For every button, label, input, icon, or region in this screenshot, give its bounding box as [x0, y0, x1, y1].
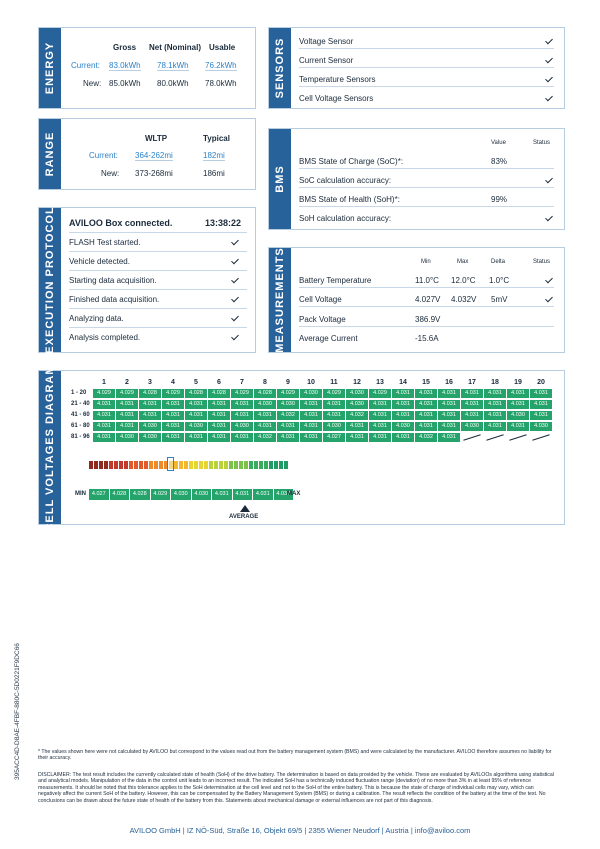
cell-voltage: 4.031 — [93, 422, 115, 431]
bms-tab: BMS — [269, 129, 291, 229]
energy-tab: ENERGY — [39, 28, 61, 108]
cell-column-number: 1 — [102, 379, 106, 386]
meas-temp-max: 12.0°C — [451, 276, 476, 285]
cell-voltage: 4.031 — [438, 411, 460, 420]
empty-cell-slash — [509, 434, 526, 441]
energy-panel — [38, 27, 256, 109]
cell-voltage: 4.030 — [530, 422, 552, 431]
cell-voltage: 4.030 — [231, 422, 253, 431]
scale-max-label: MAX — [287, 491, 301, 497]
gradient-segment — [94, 461, 98, 469]
bms-header-status: Status — [533, 140, 551, 146]
cell-voltage: 4.031 — [254, 411, 276, 420]
gradient-segment — [114, 461, 118, 469]
cell-voltage: 4.031 — [346, 422, 368, 431]
gradient-segment — [239, 461, 243, 469]
cell-voltage: 4.031 — [507, 389, 529, 398]
gradient-segment — [284, 461, 288, 469]
cell-row-label: 41 - 60 — [71, 412, 90, 418]
gradient-segment — [274, 461, 278, 469]
range-tab: RANGE — [39, 119, 61, 189]
energy-new-net: 80.0kWh — [157, 79, 189, 88]
cell-column-number: 13 — [376, 379, 384, 386]
cell-voltage: 4.031 — [139, 411, 161, 420]
cell-voltage: 4.031 — [484, 389, 506, 398]
range-current-typical: 182mi — [203, 151, 225, 160]
gradient-segment — [199, 461, 203, 469]
cell-voltage: 4.031 — [415, 400, 437, 409]
cell-voltage: 4.031 — [185, 400, 207, 409]
cell-voltage: 4.030 — [461, 422, 483, 431]
energy-current-label: Current: — [71, 61, 100, 70]
cell-voltage: 4.029 — [277, 389, 299, 398]
cell-voltage: 4.031 — [231, 400, 253, 409]
energy-header-usable: Usable — [209, 43, 236, 52]
check-icon — [231, 333, 239, 341]
scale-value: 4.029 — [151, 489, 171, 500]
cell-voltage: 4.031 — [461, 411, 483, 420]
cell-voltage: 4.031 — [208, 411, 230, 420]
cell-voltage: 4.031 — [369, 411, 391, 420]
cell-voltage: 4.030 — [346, 400, 368, 409]
gradient-marker — [167, 457, 174, 471]
gradient-segment — [264, 461, 268, 469]
cell-column-number: 4 — [171, 379, 175, 386]
cell-voltage: 4.031 — [208, 433, 230, 442]
gradient-segment — [229, 461, 233, 469]
cell-voltage: 4.031 — [507, 400, 529, 409]
protocol-panel — [38, 207, 256, 353]
energy-new-usable: 78.0kWh — [205, 79, 237, 88]
gradient-segment — [189, 461, 193, 469]
cell-column-number: 20 — [537, 379, 545, 386]
cell-voltage: 4.031 — [530, 411, 552, 420]
protocol-step: Starting data acquisition. — [69, 276, 157, 285]
check-icon — [545, 37, 553, 45]
cell-voltage: 4.031 — [461, 400, 483, 409]
cell-voltage: 4.030 — [139, 422, 161, 431]
cell-voltage: 4.031 — [208, 400, 230, 409]
cell-voltage: 4.031 — [208, 422, 230, 431]
check-icon — [231, 314, 239, 322]
gradient-segment — [149, 461, 153, 469]
cell-voltage: 4.029 — [116, 389, 138, 398]
meas-cell-delta: 5mV — [491, 295, 508, 304]
sensor-temperature: Temperature Sensors — [299, 75, 376, 84]
scale-value: 4.030 — [192, 489, 212, 500]
cell-voltage: 4.031 — [231, 411, 253, 420]
energy-current-net: 78.1kWh — [157, 61, 189, 70]
cell-voltage: 4.029 — [162, 389, 184, 398]
gradient-segment — [224, 461, 228, 469]
gradient-segment — [209, 461, 213, 469]
gradient-segment — [174, 461, 178, 469]
disclaimer: DISCLAIMER: The test result includes the currently calculated state of health (SoH) of the drive battery. The determination is based on data provided by the vehicle. These are evaluated by AVILOOs algorithms using statistical and analytical models. Manipulation of the data in the control unit leads to an incorrect result. The indicated SoH has a technically induced fluctuation range (deviation) of no more than 3% in at least 95% of reference measurements. It should be noted that this tolerance applies to the SoH determination at the cell level and not to the SoH of the entire battery. This is because the state of charge of individual cells may vary, which can negatively affect the current SoH of the battery. However, this can be compensated by the Battery Management System (BMS) or during a calibration. The result reflects the condition of the battery at the time of the test. No conclusions can be drawn about the future state of health of the battery from this. Statements about mechanical damage or external influences are not part of this diagnosis. — [38, 772, 554, 804]
cell-voltage: 4.031 — [438, 433, 460, 442]
check-icon — [545, 56, 553, 64]
cell-row-label: 61 - 80 — [71, 423, 90, 429]
cell-voltage: 4.031 — [300, 433, 322, 442]
measurements-tab: MEASUREMENTS — [269, 248, 291, 352]
sensor-voltage: Voltage Sensor — [299, 37, 354, 46]
sensor-current: Current Sensor — [299, 56, 354, 65]
gradient-segment — [254, 461, 258, 469]
cell-voltage: 4.027 — [323, 433, 345, 442]
protocol-step: FLASH Test started. — [69, 238, 141, 247]
meas-cell-max: 4.032V — [451, 295, 477, 304]
cell-column-number: 2 — [125, 379, 129, 386]
meas-pack-label: Pack Voltage — [299, 315, 346, 324]
cell-voltage: 4.031 — [415, 422, 437, 431]
gradient-segment — [244, 461, 248, 469]
cell-column-number: 19 — [514, 379, 522, 386]
cell-voltage: 4.028 — [254, 389, 276, 398]
energy-current-gross: 83.0kWh — [109, 61, 141, 70]
cell-voltage: 4.030 — [323, 422, 345, 431]
energy-new-label: New: — [83, 79, 102, 88]
measurements-panel — [268, 247, 565, 353]
sensor-cell-voltage: Cell Voltage Sensors — [299, 94, 374, 103]
empty-cell-slash — [486, 434, 503, 441]
cell-voltage: 4.031 — [162, 411, 184, 420]
cell-voltage: 4.031 — [438, 422, 460, 431]
gradient-segment — [194, 461, 198, 469]
cell-voltage: 4.031 — [415, 411, 437, 420]
cell-voltage: 4.031 — [484, 400, 506, 409]
empty-cell-slash — [463, 434, 480, 441]
footnote: * The values shown here were not calculated by AVILOO but correspond to the values read out from the battery management system (BMS) and were calculated by the manufacturer. AVILOO therefore assumes no liability for their accuracy. — [38, 749, 552, 762]
cell-voltage: 4.031 — [484, 422, 506, 431]
cell-voltage: 4.030 — [116, 433, 138, 442]
check-icon — [231, 295, 239, 303]
cell-voltage: 4.028 — [139, 389, 161, 398]
bms-soh-accuracy-label: SoH calculation accuracy: — [299, 214, 392, 223]
cell-column-number: 18 — [491, 379, 499, 386]
cell-voltage: 4.031 — [277, 433, 299, 442]
cell-column-number: 11 — [330, 379, 338, 386]
gradient-segment — [184, 461, 188, 469]
gradient-segment — [154, 461, 158, 469]
range-panel — [38, 118, 256, 190]
cell-voltage: 4.031 — [116, 422, 138, 431]
energy-header-gross: Gross — [113, 43, 137, 52]
cell-voltage: 4.030 — [507, 411, 529, 420]
empty-cell-slash — [532, 434, 549, 441]
gradient-segment — [124, 461, 128, 469]
cell-voltages-panel — [38, 363, 565, 532]
scale-value: 4.031 — [253, 489, 273, 500]
cell-voltage: 4.032 — [254, 433, 276, 442]
cell-voltage: 4.030 — [277, 400, 299, 409]
cell-voltage: 4.031 — [369, 422, 391, 431]
energy-header-net: Net (Nominal) — [149, 43, 201, 52]
cell-voltage: 4.031 — [461, 389, 483, 398]
cell-voltage: 4.031 — [93, 433, 115, 442]
cell-voltage: 4.031 — [392, 389, 414, 398]
cell-voltage: 4.031 — [392, 411, 414, 420]
cell-voltage: 4.031 — [162, 400, 184, 409]
cell-column-number: 10 — [307, 379, 315, 386]
cell-voltage: 4.031 — [185, 411, 207, 420]
bms-soc-accuracy-label: SoC calculation accuracy: — [299, 176, 392, 185]
cell-column-number: 8 — [263, 379, 267, 386]
cell-voltage: 4.029 — [369, 389, 391, 398]
cell-voltage: 4.031 — [300, 411, 322, 420]
meas-header-max: Max — [457, 259, 469, 265]
company-address: AVILOO GmbH | IZ NÖ-Süd, Straße 16, Objekt 69/5 | 2355 Wiener Neudorf | Austria | info@aviloo.com — [129, 826, 471, 835]
scale-value: 4.032 — [274, 489, 294, 500]
gradient-segment — [109, 461, 113, 469]
gradient-segment — [219, 461, 223, 469]
gradient-segment — [134, 461, 138, 469]
cell-column-number: 5 — [194, 379, 198, 386]
cell-voltage: 4.031 — [392, 433, 414, 442]
check-icon — [231, 276, 239, 284]
gradient-segment — [144, 461, 148, 469]
cell-voltage: 4.031 — [369, 400, 391, 409]
protocol-step: Analyzing data. — [69, 314, 124, 323]
average-label: AVERAGE — [229, 514, 259, 520]
gradient-segment — [249, 461, 253, 469]
cell-column-number: 3 — [148, 379, 152, 386]
range-current-label: Current: — [89, 151, 118, 160]
range-new-label: New: — [101, 169, 120, 178]
cell-voltage: 4.031 — [323, 411, 345, 420]
cell-voltage: 4.031 — [530, 400, 552, 409]
check-icon — [231, 238, 239, 246]
cell-voltage: 4.032 — [415, 433, 437, 442]
cell-voltage: 4.031 — [346, 433, 368, 442]
bms-panel — [268, 128, 565, 230]
protocol-title: AVILOO Box connected. — [69, 218, 173, 228]
gradient-segment — [279, 461, 283, 469]
cell-voltage: 4.030 — [185, 422, 207, 431]
cell-column-number: 9 — [286, 379, 290, 386]
scale-min-label: MIN — [75, 491, 86, 497]
gradient-segment — [99, 461, 103, 469]
scale-value: 4.030 — [171, 489, 191, 500]
bms-soc-value: 83% — [491, 157, 508, 166]
cell-voltage: 4.030 — [346, 389, 368, 398]
protocol-step: Analysis completed. — [69, 333, 141, 342]
gradient-segment — [234, 461, 238, 469]
cell-voltage: 4.031 — [162, 422, 184, 431]
cell-voltage: 4.030 — [392, 422, 414, 431]
protocol-time: 13:38:22 — [205, 218, 242, 228]
meas-cell-label: Cell Voltage — [299, 295, 342, 304]
cell-voltage: 4.031 — [231, 433, 253, 442]
protocol-step: Finished data acquisition. — [69, 295, 160, 304]
bms-header-value: Value — [491, 140, 506, 146]
scale-value: 4.031 — [212, 489, 232, 500]
range-new-typical: 186mi — [203, 169, 225, 178]
meas-temp-delta: 1.0°C — [489, 276, 510, 285]
cell-voltage: 4.031 — [93, 400, 115, 409]
range-header-wltp: WLTP — [145, 134, 168, 143]
cell-voltage: 4.032 — [277, 411, 299, 420]
energy-new-gross: 85.0kWh — [109, 79, 141, 88]
meas-pack-value: 386.9V — [415, 315, 441, 324]
check-icon — [231, 257, 239, 265]
gradient-segment — [259, 461, 263, 469]
cell-voltage: 4.030 — [139, 433, 161, 442]
range-header-typical: Typical — [203, 134, 230, 143]
cell-column-number: 7 — [240, 379, 244, 386]
cell-row-label: 1 - 20 — [71, 390, 87, 396]
scale-value: 4.028 — [110, 489, 130, 500]
cell-column-number: 17 — [468, 379, 476, 386]
meas-current-label: Average Current — [299, 334, 358, 343]
gradient-segment — [204, 461, 208, 469]
energy-current-usable: 76.2kWh — [205, 61, 237, 70]
cell-voltage: 4.031 — [415, 389, 437, 398]
cell-voltage: 4.031 — [300, 400, 322, 409]
gradient-segment — [139, 461, 143, 469]
cell-voltage: 4.031 — [277, 422, 299, 431]
cell-voltage: 4.031 — [254, 422, 276, 431]
cell-voltage: 4.032 — [346, 411, 368, 420]
protocol-step: Vehicle detected. — [69, 257, 130, 266]
cell-voltage: 4.031 — [300, 422, 322, 431]
range-current-wltp: 364-262mi — [135, 151, 173, 160]
cell-voltage: 4.029 — [323, 389, 345, 398]
cell-voltage: 4.031 — [392, 400, 414, 409]
cell-voltage: 4.029 — [231, 389, 253, 398]
cell-voltage: 4.031 — [139, 400, 161, 409]
cell-voltage: 4.031 — [438, 400, 460, 409]
cell-column-number: 14 — [399, 379, 407, 386]
gradient-segment — [159, 461, 163, 469]
bms-soh-label: BMS State of Health (SoH)*: — [299, 195, 400, 204]
cell-voltage: 4.031 — [369, 433, 391, 442]
meas-cell-min: 4.027V — [415, 295, 441, 304]
scale-value: 4.027 — [89, 489, 109, 500]
meas-header-status: Status — [533, 259, 551, 265]
cell-voltage: 4.031 — [438, 389, 460, 398]
cell-voltage: 4.031 — [116, 400, 138, 409]
cell-voltage: 4.031 — [323, 400, 345, 409]
cell-voltage: 4.029 — [93, 389, 115, 398]
cell-column-number: 15 — [422, 379, 430, 386]
sensors-panel — [268, 27, 565, 109]
cell-voltage: 4.031 — [507, 422, 529, 431]
bms-soc-label: BMS State of Charge (SoC)*: — [299, 157, 404, 166]
check-icon — [545, 295, 553, 303]
gradient-segment — [269, 461, 273, 469]
meas-temp-label: Battery Temperature — [299, 276, 372, 285]
cell-column-number: 16 — [445, 379, 453, 386]
protocol-tab: EXECUTION PROTOCOL — [39, 208, 61, 352]
meas-header-min: Min — [421, 259, 431, 265]
check-icon — [545, 176, 553, 184]
gradient-segment — [104, 461, 108, 469]
cell-voltage: 4.030 — [300, 389, 322, 398]
cell-voltage: 4.031 — [93, 411, 115, 420]
cell-column-number: 6 — [217, 379, 221, 386]
check-icon — [545, 75, 553, 83]
document-id: 395ACC4D-D8AE-4FBF-880C-5D0221F9DC66 — [14, 643, 21, 780]
cell-row-label: 21 - 40 — [71, 401, 90, 407]
check-icon — [545, 94, 553, 102]
cell-column-number: 12 — [353, 379, 361, 386]
sensors-tab: SENSORS — [269, 28, 291, 108]
meas-temp-min: 11.0°C — [415, 276, 439, 285]
gradient-segment — [119, 461, 123, 469]
cell-row-label: 81 - 96 — [71, 434, 90, 440]
cell-voltage: 4.031 — [484, 411, 506, 420]
cell-voltages-tab: CELL VOLTAGES DIAGRAM — [39, 371, 61, 524]
cell-voltage: 4.031 — [185, 433, 207, 442]
gradient-segment — [179, 461, 183, 469]
check-icon — [545, 214, 553, 222]
average-marker-icon — [240, 505, 250, 512]
cell-voltage: 4.031 — [530, 389, 552, 398]
scale-value: 4.028 — [130, 489, 150, 500]
cell-voltage: 4.031 — [162, 433, 184, 442]
cell-voltage: 4.028 — [185, 389, 207, 398]
gradient-segment — [129, 461, 133, 469]
gradient-segment — [89, 461, 93, 469]
range-new-wltp: 373-268mi — [135, 169, 173, 178]
meas-header-delta: Delta — [491, 259, 506, 265]
bms-soh-value: 99% — [491, 195, 508, 204]
meas-current-value: -15.6A — [415, 334, 439, 343]
gradient-segment — [214, 461, 218, 469]
cell-voltage: 4.030 — [254, 400, 276, 409]
scale-value: 4.031 — [233, 489, 253, 500]
check-icon — [545, 276, 553, 284]
cell-voltage: 4.031 — [116, 411, 138, 420]
cell-voltage: 4.028 — [208, 389, 230, 398]
